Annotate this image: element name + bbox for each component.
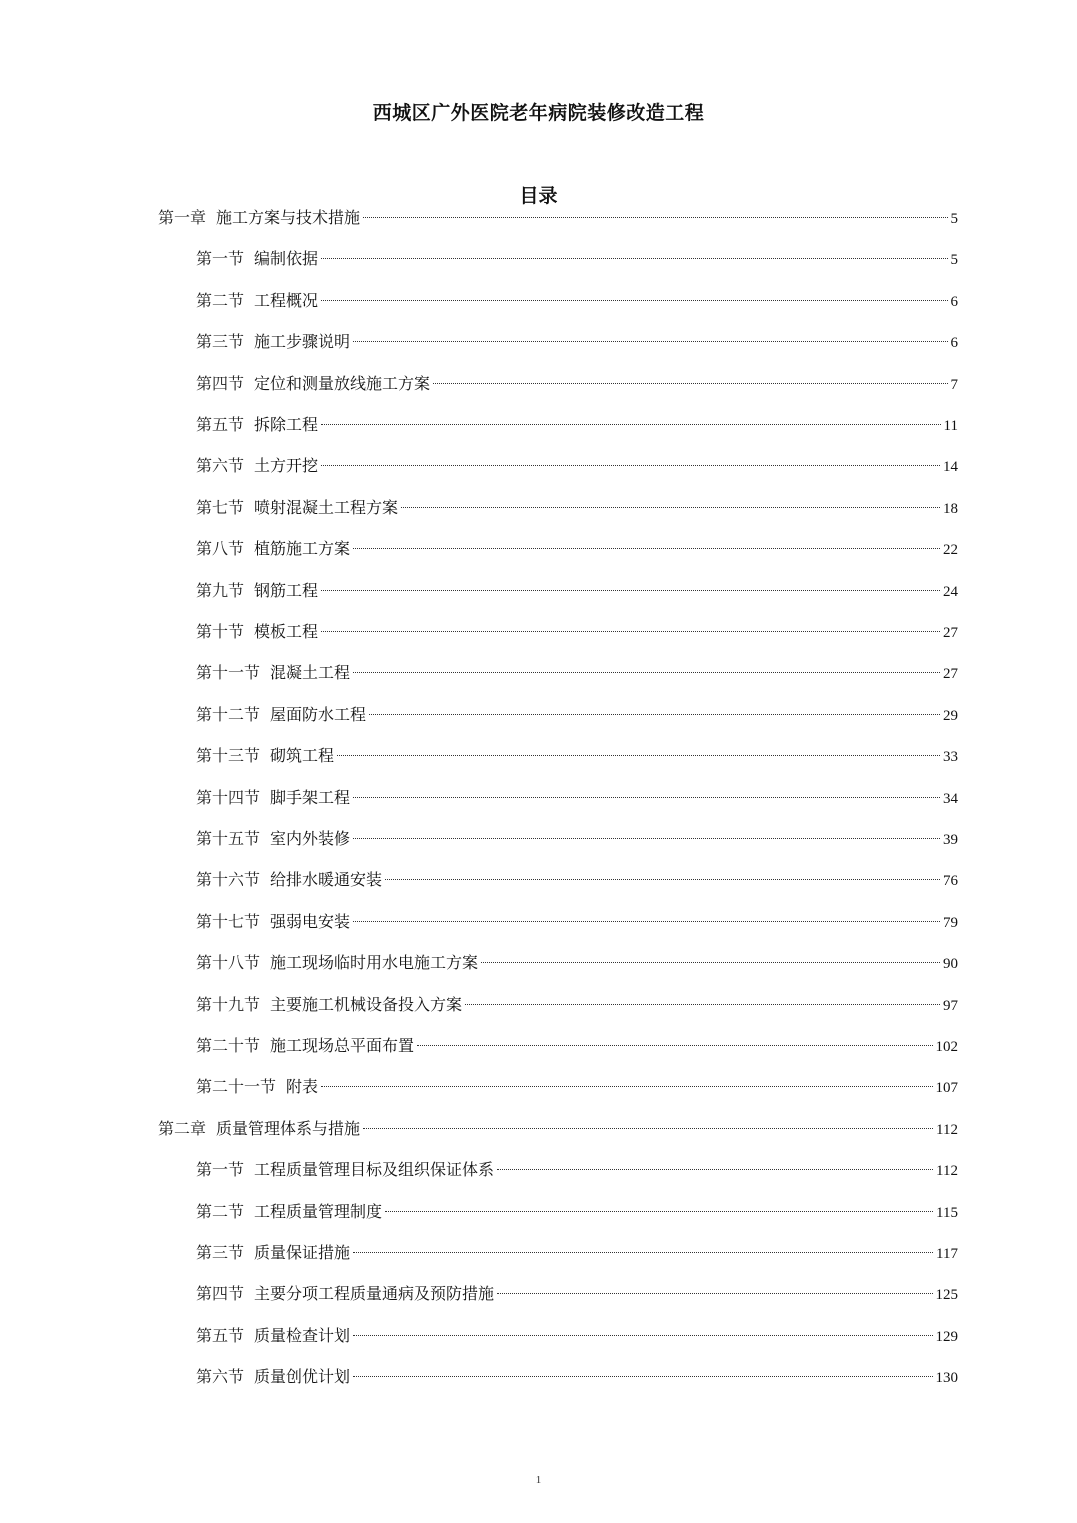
toc-section-entry[interactable] xyxy=(196,950,958,976)
entry-number: 第五节 xyxy=(196,1325,245,1345)
entry-page-number: 11 xyxy=(943,418,958,434)
dot-leader xyxy=(353,797,940,798)
entry-page-number: 125 xyxy=(935,1287,958,1304)
entry-number: 第十八节 xyxy=(196,953,261,973)
entry-number: 第十六节 xyxy=(196,870,261,890)
entry-title: 施工现场临时用水电施工方案 xyxy=(270,953,479,973)
entry-page-number: 22 xyxy=(943,542,958,559)
entry-title: 质量创优计划 xyxy=(254,1367,351,1387)
entry-number: 第十三节 xyxy=(196,746,261,766)
entry-page-number: 7 xyxy=(950,376,958,393)
entry-number: 第六节 xyxy=(196,456,245,476)
entry-number: 第二章 xyxy=(158,1118,207,1138)
toc-section-entry[interactable] xyxy=(196,1157,958,1183)
entry-page-number: 18 xyxy=(943,500,958,517)
toc-section-entry[interactable] xyxy=(196,1323,958,1349)
dot-leader xyxy=(481,962,940,963)
entry-number: 第一节 xyxy=(196,1160,245,1180)
entry-title: 主要施工机械设备投入方案 xyxy=(270,994,463,1014)
dot-leader xyxy=(321,424,941,425)
entry-title: 工程概况 xyxy=(254,290,319,310)
dot-leader xyxy=(337,755,940,756)
entry-page-number: 27 xyxy=(943,625,958,641)
toc-section-entry[interactable] xyxy=(196,371,958,397)
entry-title: 拆除工程 xyxy=(254,415,319,434)
entry-number: 第六节 xyxy=(196,1367,245,1387)
entry-page-number: 102 xyxy=(935,1039,958,1055)
entry-title: 土方开挖 xyxy=(254,456,319,476)
dot-leader xyxy=(369,714,940,715)
entry-number: 第二节 xyxy=(196,290,245,310)
toc-section-entry[interactable] xyxy=(196,453,958,479)
entry-number: 第一节 xyxy=(196,249,245,269)
entry-page-number: 14 xyxy=(943,459,958,476)
entry-number: 第二节 xyxy=(196,1201,245,1221)
dot-leader xyxy=(321,590,940,591)
dot-leader xyxy=(433,383,947,384)
toc-section-entry[interactable] xyxy=(196,1364,958,1390)
toc-section-entry[interactable] xyxy=(196,992,958,1018)
toc-section-entry[interactable] xyxy=(196,785,958,811)
entry-page-number: 27 xyxy=(943,666,958,683)
entry-page-number: 76 xyxy=(943,873,958,890)
dot-leader xyxy=(353,548,940,549)
entry-page-number: 6 xyxy=(950,335,958,352)
entry-number: 第三节 xyxy=(196,1243,245,1262)
entry-page-number: 5 xyxy=(950,211,958,227)
dot-leader xyxy=(363,217,947,218)
toc-section-entry[interactable] xyxy=(196,1033,958,1059)
entry-page-number: 5 xyxy=(950,252,958,269)
dot-leader xyxy=(321,631,940,632)
entry-title: 施工现场总平面布置 xyxy=(270,1036,415,1055)
toc-section-entry[interactable] xyxy=(196,329,958,355)
dot-leader xyxy=(353,1252,933,1253)
entry-page-number: 115 xyxy=(936,1204,958,1221)
dot-leader xyxy=(385,879,940,880)
entry-number: 第七节 xyxy=(196,497,245,517)
entry-number: 第五节 xyxy=(196,415,245,434)
toc-section-entry[interactable] xyxy=(196,1074,958,1100)
dot-leader xyxy=(321,465,940,466)
toc-section-entry[interactable] xyxy=(196,412,958,438)
entry-page-number: 6 xyxy=(950,293,958,310)
toc-heading: 目录 xyxy=(519,185,558,207)
entry-title: 脚手架工程 xyxy=(270,787,351,807)
toc-section-entry[interactable] xyxy=(196,1240,958,1266)
entry-page-number: 34 xyxy=(943,790,958,807)
toc-section-entry[interactable] xyxy=(196,743,958,769)
entry-title: 主要分项工程质量通病及预防措施 xyxy=(254,1284,495,1304)
entry-page-number: 112 xyxy=(936,1121,958,1138)
toc-section-entry[interactable] xyxy=(196,867,958,893)
entry-title: 钢筋工程 xyxy=(254,580,319,600)
entry-title: 附表 xyxy=(286,1077,319,1097)
entry-title: 强弱电安装 xyxy=(270,911,351,931)
entry-page-number: 90 xyxy=(943,956,958,973)
entry-number: 第十一节 xyxy=(196,663,261,683)
entry-number: 第二十一节 xyxy=(196,1077,277,1097)
entry-title: 施工步骤说明 xyxy=(254,332,351,352)
dot-leader xyxy=(417,1045,932,1046)
entry-number: 第三节 xyxy=(196,332,245,352)
toc-chapter-entry[interactable] xyxy=(158,1116,958,1142)
entry-number: 第一章 xyxy=(158,208,207,227)
entry-number: 第九节 xyxy=(196,580,245,600)
entry-number: 第十七节 xyxy=(196,911,261,931)
entry-page-number: 39 xyxy=(943,832,958,848)
dot-leader xyxy=(353,341,947,342)
toc-section-entry[interactable] xyxy=(196,246,958,272)
entry-title: 质量保证措施 xyxy=(254,1243,351,1262)
entry-number: 第二十节 xyxy=(196,1036,261,1055)
entry-title: 喷射混凝土工程方案 xyxy=(254,497,399,517)
entry-number: 第十五节 xyxy=(196,829,261,848)
toc-section-entry[interactable] xyxy=(196,288,958,314)
entry-title: 编制依据 xyxy=(254,249,319,269)
entry-number: 第十二节 xyxy=(196,704,261,724)
document-title: 西城区广外医院老年病院装修改造工程 xyxy=(372,102,705,124)
entry-page-number: 24 xyxy=(943,583,958,600)
entry-number: 第四节 xyxy=(196,1284,245,1304)
dot-leader xyxy=(465,1004,940,1005)
entry-number: 第十节 xyxy=(196,622,245,641)
entry-number: 第四节 xyxy=(196,373,245,393)
entry-page-number: 130 xyxy=(935,1370,958,1387)
toc-section-entry[interactable] xyxy=(196,702,958,728)
entry-title: 屋面防水工程 xyxy=(270,704,367,724)
entry-title: 工程质量管理制度 xyxy=(254,1201,383,1221)
entry-title: 室内外装修 xyxy=(270,829,351,848)
dot-leader xyxy=(353,1376,932,1377)
page-number: 1 xyxy=(535,1474,542,1486)
toc-section-entry[interactable] xyxy=(196,1281,958,1307)
entry-title: 植筋施工方案 xyxy=(254,539,351,559)
entry-title: 施工方案与技术措施 xyxy=(216,208,361,227)
entry-title: 工程质量管理目标及组织保证体系 xyxy=(254,1160,495,1180)
dot-leader xyxy=(497,1169,933,1170)
dot-leader xyxy=(497,1293,932,1294)
entry-number: 第八节 xyxy=(196,539,245,559)
entry-title: 混凝土工程 xyxy=(270,663,351,683)
entry-page-number: 29 xyxy=(943,707,958,724)
dot-leader xyxy=(353,672,940,673)
dot-leader xyxy=(353,921,940,922)
entry-page-number: 97 xyxy=(943,997,958,1014)
dot-leader xyxy=(401,507,940,508)
toc-chapter-entry[interactable] xyxy=(158,205,958,231)
dot-leader xyxy=(321,300,947,301)
toc-section-entry[interactable] xyxy=(196,578,958,604)
entry-page-number: 117 xyxy=(936,1246,958,1262)
dot-leader xyxy=(385,1211,933,1212)
dot-leader xyxy=(321,258,947,259)
entry-page-number: 33 xyxy=(943,749,958,766)
entry-number: 第十九节 xyxy=(196,994,261,1014)
toc-section-entry[interactable] xyxy=(196,1199,958,1225)
dot-leader xyxy=(321,1086,932,1087)
entry-title: 给排水暖通安装 xyxy=(270,870,383,890)
dot-leader xyxy=(363,1128,933,1129)
entry-page-number: 107 xyxy=(935,1080,958,1097)
entry-title: 砌筑工程 xyxy=(270,746,335,766)
dot-leader xyxy=(353,838,940,839)
toc-section-entry[interactable] xyxy=(196,495,958,521)
entry-page-number: 129 xyxy=(935,1328,958,1345)
entry-title: 模板工程 xyxy=(254,622,319,641)
entry-number: 第十四节 xyxy=(196,787,261,807)
entry-title: 质量检查计划 xyxy=(254,1325,351,1345)
toc-section-entry[interactable] xyxy=(196,660,958,686)
entry-title: 定位和测量放线施工方案 xyxy=(254,373,431,393)
entry-page-number: 112 xyxy=(936,1163,958,1180)
toc-section-entry[interactable] xyxy=(196,826,958,852)
toc-section-entry[interactable] xyxy=(196,536,958,562)
entry-page-number: 79 xyxy=(943,914,958,931)
entry-title: 质量管理体系与措施 xyxy=(216,1118,361,1138)
toc-section-entry[interactable] xyxy=(196,909,958,935)
toc-section-entry[interactable] xyxy=(196,619,958,645)
dot-leader xyxy=(353,1335,932,1336)
